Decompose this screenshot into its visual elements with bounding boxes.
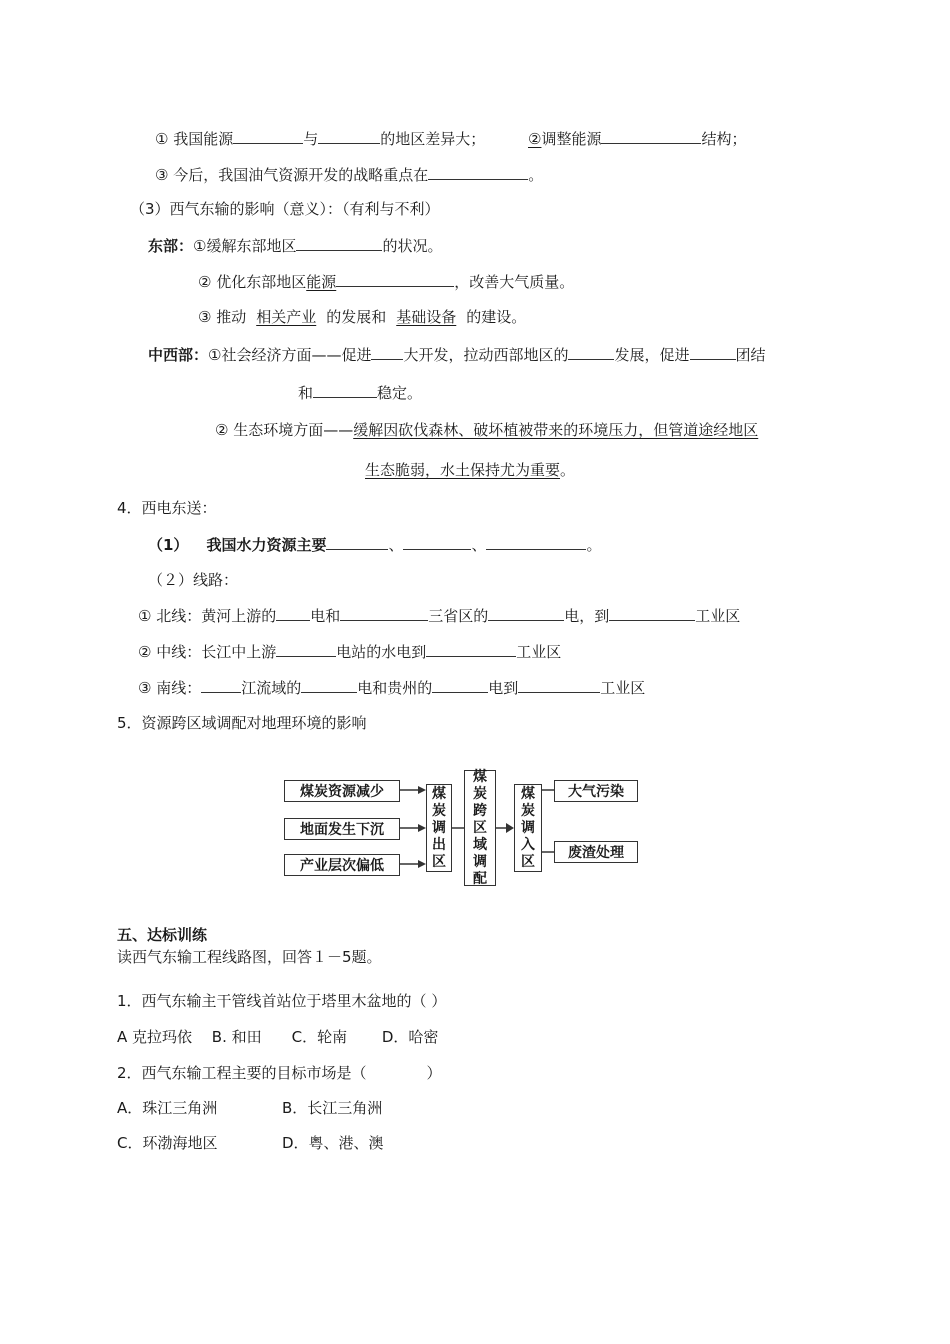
text: 。 — [560, 461, 576, 479]
text: 的状况。 — [382, 237, 443, 255]
char: 煤 — [432, 785, 446, 802]
blank[interactable] — [276, 604, 310, 621]
section-title: 五、达标训练 — [117, 926, 208, 944]
subheading-3: （3）西气东输的影响（意义）：（有利与不利） — [130, 200, 440, 218]
text: ，改善大气质量。 — [454, 273, 575, 291]
q2-option-a[interactable]: A．珠江三角洲 — [117, 1099, 218, 1117]
text: ③ 南线： — [138, 679, 202, 697]
heading-5: 5．资源跨区域调配对地理环境的影响 — [117, 714, 367, 732]
text: 电，到 — [564, 607, 610, 625]
text: 工业区 — [695, 607, 741, 625]
text: 结构； — [701, 130, 747, 148]
box-low-industry-level: 产业层次偏低 — [284, 854, 400, 876]
blank[interactable] — [233, 127, 303, 144]
text: ② — [528, 130, 542, 148]
text: 电和贵州的 — [357, 679, 433, 697]
char: 炭 — [521, 802, 535, 819]
east-line-1 — [148, 234, 442, 257]
text: ② 中线：长江中上游 — [138, 643, 277, 661]
text: 我国水力资源主要 — [206, 536, 327, 554]
text: 稳定。 — [377, 384, 423, 402]
answer: 能源 — [306, 273, 337, 291]
blank[interactable] — [426, 640, 516, 657]
text: 电和 — [310, 607, 341, 625]
q2-option-d[interactable]: D．粤、港、澳 — [282, 1134, 384, 1152]
blank[interactable] — [276, 640, 336, 657]
blank[interactable] — [609, 604, 695, 621]
char: 调 — [521, 819, 535, 836]
blank[interactable] — [313, 381, 377, 398]
blank[interactable] — [201, 676, 241, 693]
text: ① 北线：黄河上游的 — [138, 607, 277, 625]
blank[interactable] — [371, 343, 403, 360]
char: 区 — [521, 853, 535, 870]
char: 出 — [432, 836, 446, 853]
box-coal-transfer — [464, 770, 496, 886]
text: （1） — [148, 536, 189, 554]
char: 跨 — [473, 802, 487, 819]
text: ①社会经济方面——促进 — [208, 346, 372, 364]
midwest-line-3 — [215, 419, 758, 441]
text: 的发展和 — [326, 308, 387, 326]
blank[interactable] — [486, 533, 586, 550]
box-ground-subsidence: 地面发生下沉 — [284, 818, 400, 840]
midwest-line-4 — [365, 459, 575, 481]
text: 三省区的 — [428, 607, 489, 625]
box-air-pollution: 大气污染 — [554, 780, 638, 802]
char: 煤 — [521, 785, 535, 802]
text: 和 — [298, 384, 314, 402]
east-line-3 — [198, 306, 526, 328]
answer: 相关产业 — [256, 308, 317, 326]
text: 发展，促进 — [614, 346, 690, 364]
blank[interactable] — [488, 604, 564, 621]
answer: 生态脆弱，水土保持尤为重要 — [365, 461, 561, 479]
blank[interactable] — [432, 676, 488, 693]
blank[interactable] — [403, 533, 471, 550]
text: 的地区差异大； — [380, 130, 486, 148]
blank[interactable] — [518, 676, 600, 693]
blank[interactable] — [326, 533, 388, 550]
text: 、 — [388, 536, 404, 554]
blank[interactable] — [301, 676, 357, 693]
text: 与 — [303, 130, 319, 148]
char: 区 — [473, 819, 487, 836]
hydro-line — [148, 533, 602, 556]
q2-option-c[interactable]: C．环渤海地区 — [117, 1134, 218, 1152]
route-north — [138, 604, 740, 627]
section-intro: 读西气东输工程线路图，回答１－5题。 — [117, 948, 382, 966]
text: 工业区 — [600, 679, 646, 697]
char: 煤 — [473, 768, 487, 785]
text: 。 — [528, 166, 544, 184]
blank-line-1 — [155, 127, 485, 150]
text: 工业区 — [516, 643, 562, 661]
blank-line-1b — [528, 127, 746, 150]
text: 大开发，拉动西部地区的 — [403, 346, 569, 364]
text: ①缓解东部地区 — [193, 237, 297, 255]
text: ② 优化东部地区 — [198, 273, 307, 291]
blank[interactable] — [318, 127, 380, 144]
char: 炭 — [432, 802, 446, 819]
route-south — [138, 676, 645, 699]
char: 入 — [521, 836, 535, 853]
label-east: 东部： — [148, 237, 194, 255]
char: 调 — [473, 853, 487, 870]
blank[interactable] — [568, 343, 614, 360]
text: 。 — [586, 536, 602, 554]
text: 江流域的 — [241, 679, 302, 697]
label-midwest: 中西部： — [148, 346, 209, 364]
text: ③ 推动 — [198, 308, 247, 326]
text: ② 生态环境方面—— — [215, 421, 354, 439]
text: ③ 今后，我国油气资源开发的战略重点在 — [155, 166, 429, 184]
text: 团结 — [735, 346, 766, 364]
box-export-area — [426, 784, 452, 872]
blank[interactable] — [690, 343, 736, 360]
blank-line-2 — [155, 163, 543, 186]
answer: 缓解因砍伐森林、破坏植被带来的环境压力，但管道途经地区 — [353, 421, 759, 439]
text: 的建设。 — [466, 308, 527, 326]
box-import-area — [514, 784, 542, 872]
text: ① 我国能源 — [155, 130, 234, 148]
answer: 基础设备 — [396, 308, 457, 326]
heading-4: 4．西电东送： — [117, 499, 217, 517]
question-1-options[interactable]: A 克拉玛依 B. 和田 C．轮南 D．哈密 — [117, 1028, 439, 1046]
text: 电站的水电到 — [336, 643, 427, 661]
east-line-2 — [198, 270, 574, 293]
blank[interactable] — [336, 270, 454, 287]
text: 电到 — [488, 679, 519, 697]
route-middle — [138, 640, 561, 663]
coal-diagram — [280, 768, 660, 888]
char: 域 — [473, 836, 487, 853]
char: 配 — [473, 870, 487, 887]
blank[interactable] — [601, 127, 701, 144]
blank[interactable] — [296, 234, 382, 251]
routes-heading: （２）线路： — [148, 571, 239, 589]
char: 区 — [432, 853, 446, 870]
box-coal-decrease: 煤炭资源减少 — [284, 780, 400, 802]
text: 、 — [471, 536, 487, 554]
blank[interactable] — [340, 604, 428, 621]
text: 调整能源 — [541, 130, 602, 148]
char: 炭 — [473, 785, 487, 802]
question-1: 1．西气东输主干管线首站位于塔里木盆地的（ ） — [117, 992, 447, 1010]
question-2: 2．西气东输工程主要的目标市场是（ ） — [117, 1064, 442, 1082]
char: 调 — [432, 819, 446, 836]
blank[interactable] — [428, 163, 528, 180]
box-waste-disposal: 废渣处理 — [554, 841, 638, 863]
midwest-line-2 — [298, 381, 422, 404]
q2-option-b[interactable]: B．长江三角洲 — [282, 1099, 383, 1117]
midwest-line-1 — [148, 343, 766, 366]
